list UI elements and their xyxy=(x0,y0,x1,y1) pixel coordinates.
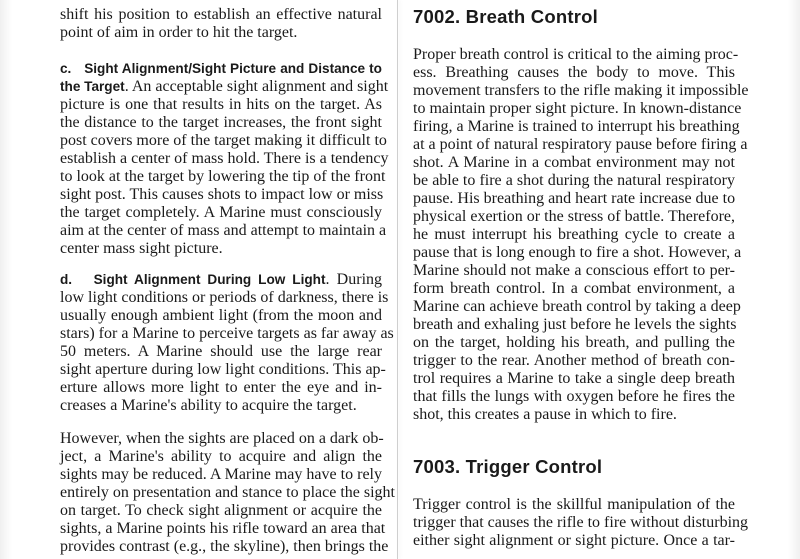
section-7002-heading: 7002. Breath Control xyxy=(413,6,598,27)
paragraph-line: pause that is long enough to fire a shot. However, a xyxy=(413,244,742,261)
paragraph-line: to maintain proper sight picture. In known-distance xyxy=(413,100,742,117)
paragraph-line: usually enough ambient light (from the moon and xyxy=(60,307,382,324)
paragraph-line: firing, a Marine is trained to interrupt his breathing xyxy=(413,118,740,135)
paragraph-line: Trigger control is the skillful manipulation of the xyxy=(413,496,735,513)
paragraph-line: pause. His breathing and heart rate increase due to xyxy=(413,190,736,207)
paragraph-line: low light conditions or periods of darkness, there is xyxy=(60,289,389,306)
paragraph-line: entirely on presentation and stance to place the sight xyxy=(60,484,395,501)
paragraph-line: to look at the target by lowering the tip of the front xyxy=(60,168,386,185)
section-d-title: Sight Alignment During Low Light xyxy=(93,272,326,287)
paragraph-line: d. Sight Alignment During Low Light. During xyxy=(60,271,383,288)
section-d-paragraph xyxy=(60,271,394,415)
paragraph-line: ess. Breathing causes the body to move. This xyxy=(413,64,735,81)
paragraph-line: point of aim in order to hit the target. xyxy=(60,24,298,41)
paragraph-line: movement transfers to the rifle making it impossible xyxy=(413,82,749,99)
paragraph-line: center mass sight picture. xyxy=(60,240,223,257)
page-edge-shadow-right xyxy=(788,0,800,559)
paragraph-line: the distance to the target increases, the front sight xyxy=(60,114,382,131)
paragraph-line: creases a Marine's ability to acquire the target. xyxy=(60,397,357,414)
paragraph-line: sight post. This causes shots to impact low or miss xyxy=(60,186,384,203)
section-c-label: c. xyxy=(60,61,72,76)
paragraph-line: the Target. An acceptable sight alignment and sight xyxy=(60,78,389,95)
however-paragraph xyxy=(60,430,395,556)
paragraph-line: shift his position to establish an effective natural xyxy=(60,6,382,23)
paragraph-line: form breath control. In a combat environment, a xyxy=(413,280,735,297)
paragraph-line: Marine can achieve breath control by taking a deep xyxy=(413,298,741,315)
paragraph-line: trol requires a Marine to take a single deep breath xyxy=(413,370,735,387)
paragraph-line: on target. To check sight alignment or acquire the xyxy=(60,502,382,519)
paragraph-line: erture allows more light to enter the eye and in- xyxy=(60,379,382,396)
paragraph-line: shot. A Marine in a combat environment may not xyxy=(413,154,735,171)
paragraph-line: shot, this creates a pause in which to fire. xyxy=(413,406,677,423)
paragraph-line: However, when the sights are placed on a dark ob- xyxy=(60,430,384,447)
paragraph-line: trigger to the rear. Another method of breath con- xyxy=(413,352,735,369)
section-7003-paragraph xyxy=(413,496,749,550)
paragraph-line: be able to fire a shot during the natural respiratory xyxy=(413,172,735,189)
paragraph-line xyxy=(60,60,382,78)
section-d-label: d. xyxy=(60,272,73,287)
section-c-title: Sight Alignment/Sight Picture and Distance to xyxy=(84,61,382,76)
section-c-paragraph xyxy=(60,60,389,258)
paragraph-line: 50 meters. A Marine should use the large rear xyxy=(60,343,382,360)
paragraph-line: Marine should not make a conscious effort to per- xyxy=(413,262,735,279)
paragraph-line: post covers more of the target making it difficult to xyxy=(60,132,387,149)
paragraph-line: establish a center of mass hold. There is a tendency xyxy=(60,150,389,167)
paragraph-line: that fills the lungs with oxygen before he fires the xyxy=(413,388,735,405)
paragraph-line: at a point of natural respiratory pause before firing a xyxy=(413,136,748,153)
section-7003-heading: 7003. Trigger Control xyxy=(413,456,603,477)
paragraph-line: sight aperture during low light conditions. This ap- xyxy=(60,361,386,378)
paragraph-line: picture is one that results in hits on the target. As xyxy=(60,96,382,113)
page-edge-shadow-left xyxy=(0,0,12,559)
paragraph-line: trigger that causes the rifle to fire without disturbing xyxy=(413,514,749,531)
paragraph-line: stars) for a Marine to perceive targets as far away as xyxy=(60,325,394,342)
intro-paragraph xyxy=(60,6,382,42)
paragraph-line: breath and exhaling just before he levels the sights xyxy=(413,316,737,333)
paragraph-line: either sight alignment or sight picture. Once a tar- xyxy=(413,532,735,549)
paragraph-line: sights, a Marine points his rifle toward an area that xyxy=(60,520,386,537)
column-divider xyxy=(397,0,398,559)
paragraph-line: ject, a Marine's ability to acquire and align the xyxy=(60,448,382,465)
paragraph-line: sights may be reduced. A Marine may have to rely xyxy=(60,466,382,483)
paragraph-line: the target completely. A Marine must consciously xyxy=(60,204,382,221)
paragraph-line: Proper breath control is critical to the aiming proc- xyxy=(413,46,739,63)
paragraph-line: physical exertion or the stress of battle. Therefore, xyxy=(413,208,735,225)
paragraph-line: he must interrupt his breathing cycle to create a xyxy=(413,226,735,243)
paragraph-line: on the target, holding his breath, and pulling the xyxy=(413,334,735,351)
paragraph-line: aim at the center of mass and attempt to maintain a xyxy=(60,222,387,239)
section-7002-paragraph xyxy=(413,46,749,424)
section-c-title-cont: the Target xyxy=(60,79,125,94)
paragraph-line: provides contrast (e.g., the skyline), then brings the xyxy=(60,538,389,555)
